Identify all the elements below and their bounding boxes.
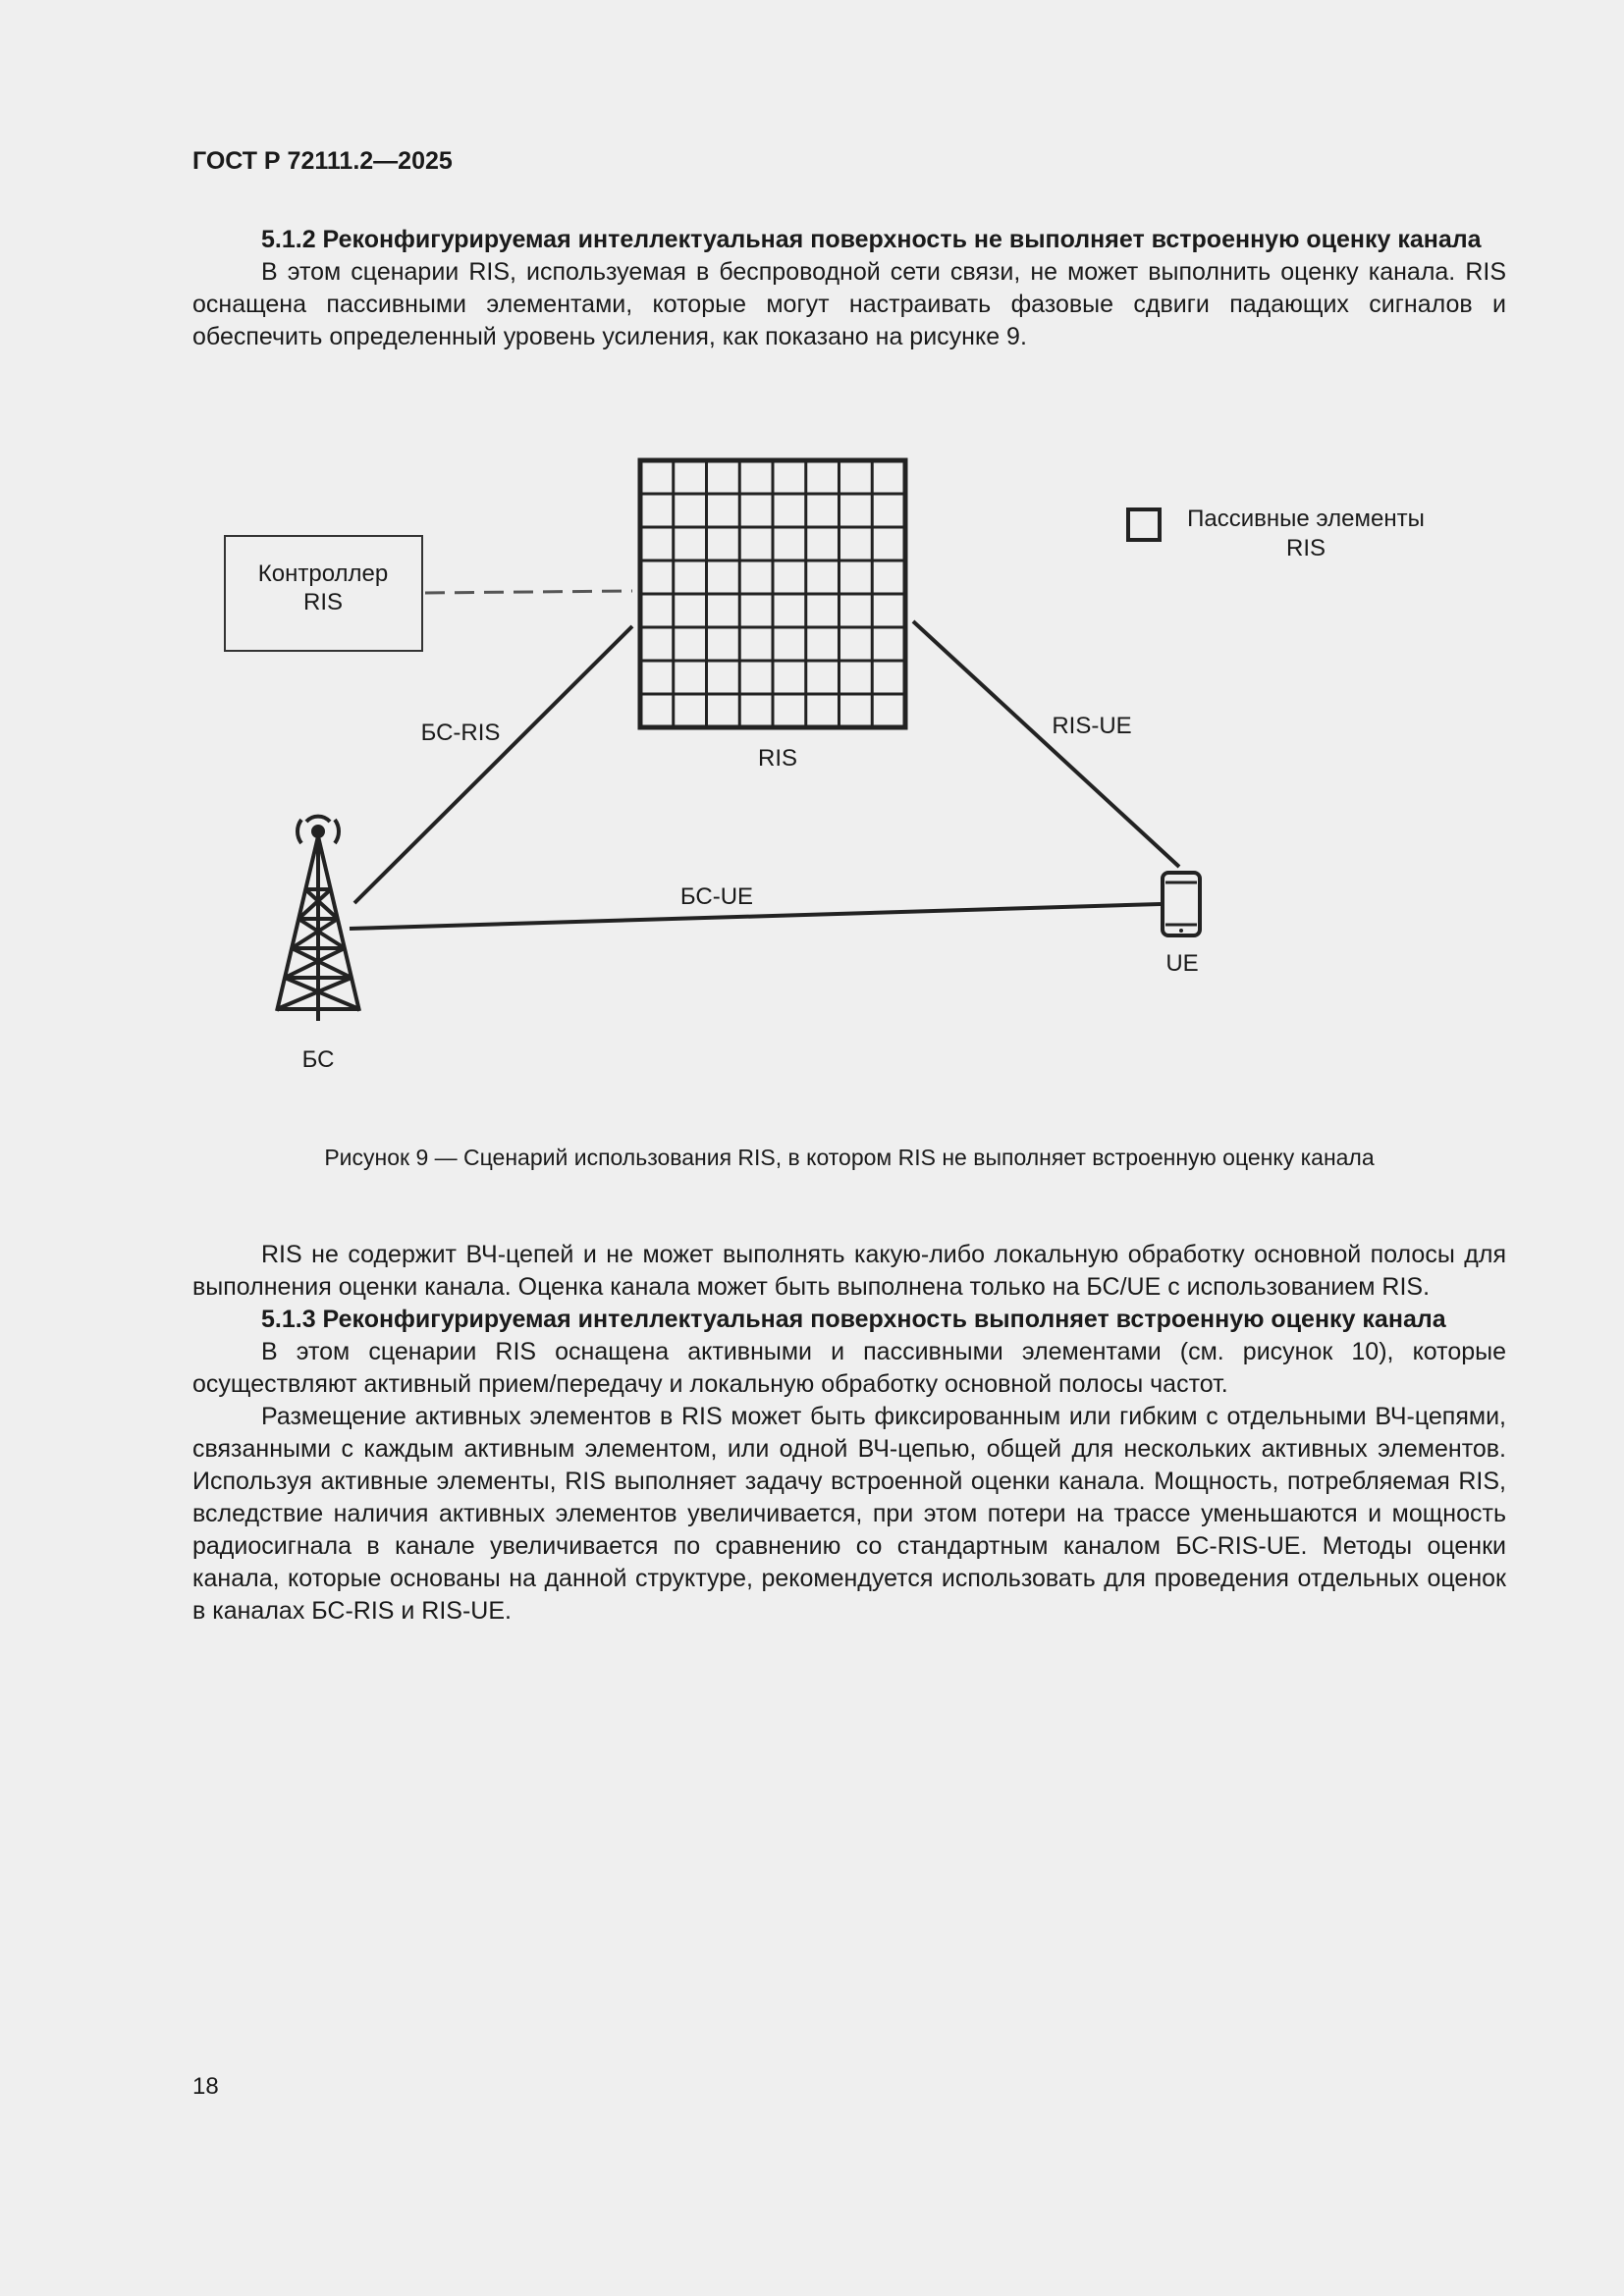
- ris-label: RIS: [757, 745, 798, 772]
- control-link-dashed: [425, 591, 632, 593]
- link-bs-ris-label: БС-RIS: [420, 720, 501, 746]
- page-number: 18: [192, 2073, 219, 2100]
- legend-passive-element-swatch: [1128, 509, 1160, 540]
- post-figure-text: [192, 1239, 1506, 1628]
- section-5-1-2: [192, 224, 1506, 353]
- section-heading: 5.1.3 Реконфигурируемая интеллектуальная поверхность выполняет встроенную оценку канала: [261, 1306, 1446, 1333]
- section-heading: 5.1.2 Реконфигурируемая интеллектуальная поверхность не выполняет встроенную оценку канала: [261, 226, 1482, 253]
- legend-label-line2: RIS: [1285, 535, 1326, 561]
- ue-label: UE: [1165, 950, 1199, 977]
- link-bs-ue-label: БС-UE: [679, 883, 754, 910]
- paragraph: RIS не содержит ВЧ-цепей и не может выполнять какую-либо локальную обработку основной полосы для выполнения оценки канала. Оценка канала может быть выполнена только на БС/UE с использованием RIS.: [192, 1241, 1506, 1301]
- link-bs-ue: [350, 904, 1161, 929]
- bs-label: БС: [301, 1046, 335, 1073]
- paragraph: Размещение активных элементов в RIS может быть фиксированным или гибким с отдельными ВЧ-цепями, связанными с каждым активным элементом, или одной ВЧ-цепью, общей для нескольких активных элементов. Используя активные элементы, RIS выполняет задачу встроенной оценки канала. Мощность, потребляемая RIS, вследствие наличия активных элементов увеличивается, при этом потери на трассе уменьшаются и мощность радиосигнала в канале увеличивается по сравнению со стандартным каналом БС-RIS-UE. Методы оценки канала, которые основаны на данной структуре, рекомендуется использовать для проведения отдельных оценок в каналах БС-RIS и RIS-UE.: [192, 1403, 1506, 1625]
- controller-label-line2: RIS: [302, 589, 344, 615]
- document-header: ГОСТ Р 72111.2—2025: [192, 147, 453, 175]
- controller-label-line1: Контроллер: [257, 561, 389, 587]
- figure-caption: Рисунок 9 — Сценарий использования RIS, в котором RIS не выполняет встроенную оценку канала: [324, 1145, 1375, 1170]
- ris-scenario-diagram: [192, 432, 1506, 1139]
- paragraph: В этом сценарии RIS оснащена активными и пассивными элементами (см. рисунок 10), которые осуществляют активный прием/передачу и локальную обработку основной полосы частот.: [192, 1338, 1506, 1398]
- link-ris-ue-label: RIS-UE: [1052, 713, 1132, 739]
- legend-label-line1: Пассивные элементы: [1187, 506, 1425, 532]
- paragraph: В этом сценарии RIS, используемая в беспроводной сети связи, не может выполнить оценку канала. RIS оснащена пассивными элементами, которые могут настраивать фазовые сдвиги падающих сигналов и обеспечить определенный уровень усиления, как показано на рисунке 9.: [192, 258, 1506, 350]
- link-ris-ue: [913, 621, 1179, 867]
- base-station-tower-icon: [277, 817, 359, 1021]
- ris-panel: [640, 460, 905, 727]
- mobile-phone-icon: [1163, 873, 1200, 935]
- link-bs-ris: [354, 626, 632, 903]
- figure-9: [192, 432, 1506, 1207]
